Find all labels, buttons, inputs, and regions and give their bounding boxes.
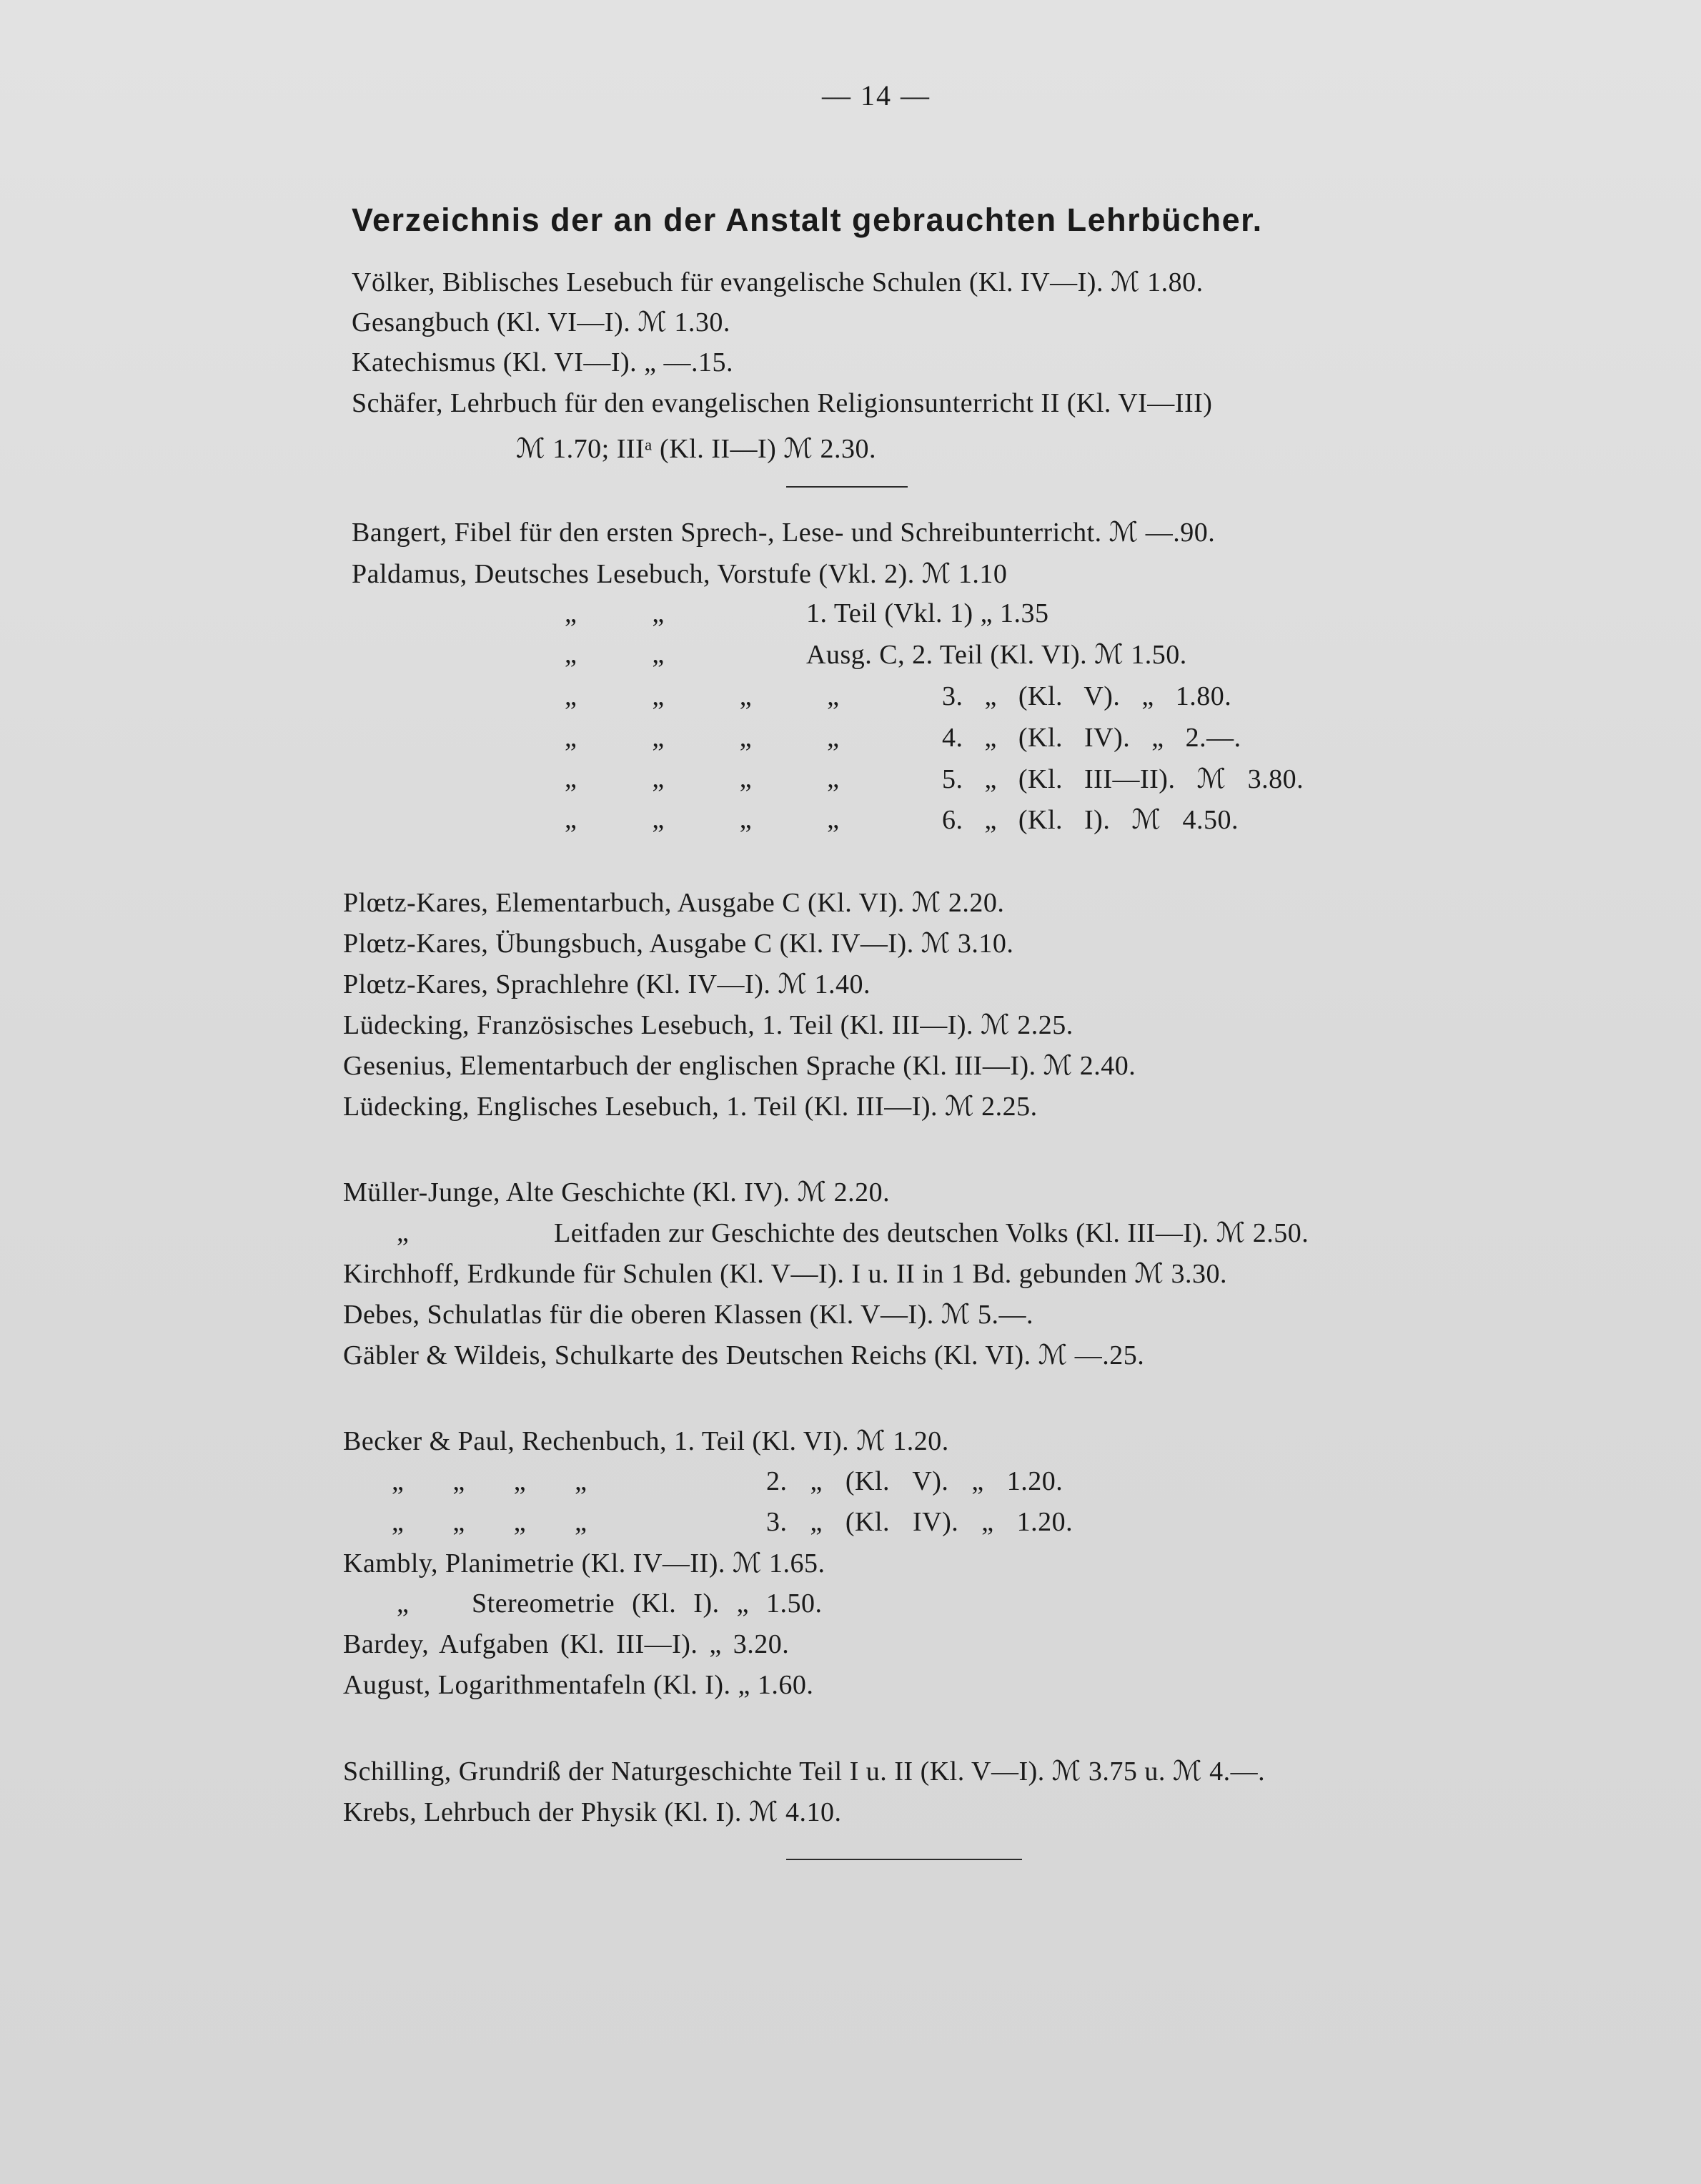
book-entry: 5. „ (Kl. III—II). ℳ 3.80.	[942, 764, 1304, 794]
page-title: Verzeichnis der an der Anstalt gebrauchten Lehrbücher.	[352, 202, 1263, 238]
ditto-marks: „ „ „ „	[565, 764, 840, 794]
book-entry: Becker & Paul, Rechenbuch, 1. Teil (Kl. VI). ℳ 1.20.	[343, 1426, 949, 1456]
book-entry: Plœtz-Kares, Elementarbuch, Ausgabe C (Kl. VI). ℳ 2.20.	[343, 888, 1005, 918]
book-entry: Kirchhoff, Erdkunde für Schulen (Kl. V—I). I u. II in 1 Bd. gebunden ℳ 3.30.	[343, 1259, 1228, 1289]
ditto-marks: „	[397, 1588, 410, 1619]
book-entry: 2. „ (Kl. V). „ 1.20.	[766, 1466, 1063, 1496]
book-entry: Bangert, Fibel für den ersten Sprech-, Lese- und Schreibunterricht. ℳ —.90.	[352, 518, 1216, 548]
book-entry: Ausg. C, 2. Teil (Kl. VI). ℳ 1.50.	[806, 640, 1187, 670]
book-entry: 6. „ (Kl. I). ℳ 4.50.	[942, 805, 1239, 835]
ditto-marks: „ „ „ „	[565, 723, 840, 753]
book-entry: Stereometrie (Kl. I). „ 1.50.	[472, 1588, 823, 1619]
book-entry: Paldamus, Deutsches Lesebuch, Vorstufe (Vkl. 2). ℳ 1.10	[352, 559, 1008, 589]
book-entry: Völker, Biblisches Lesebuch für evangelische Schulen (Kl. IV—I). ℳ 1.80.	[352, 267, 1204, 297]
book-entry-continuation: ℳ 1.70; IIIᵃ (Kl. II—I) ℳ 2.30.	[516, 434, 876, 464]
book-entry: Plœtz-Kares, Übungsbuch, Ausgabe C (Kl. IV—I). ℳ 3.10.	[343, 929, 1014, 959]
book-entry: Katechismus (Kl. VI—I). „ —.15.	[352, 347, 734, 377]
book-entry: Schäfer, Lehrbuch für den evangelischen Religionsunterricht II (Kl. VI—III)	[352, 388, 1213, 418]
ditto-marks: „ „ „ „	[565, 804, 840, 834]
book-entry: Gesangbuch (Kl. VI—I). ℳ 1.30.	[352, 307, 730, 337]
ditto-marks: „ „ „ „	[392, 1507, 587, 1537]
book-entry: Krebs, Lehrbuch der Physik (Kl. I). ℳ 4.10.	[343, 1797, 842, 1827]
book-entry: Lüdecking, Französisches Lesebuch, 1. Teil (Kl. III—I). ℳ 2.25.	[343, 1010, 1073, 1040]
end-rule	[786, 1859, 1022, 1860]
book-entry: Lüdecking, Englisches Lesebuch, 1. Teil (Kl. III—I). ℳ 2.25.	[343, 1092, 1038, 1122]
book-entry: 1. Teil (Vkl. 1) „ 1.35	[806, 598, 1049, 628]
book-entry: 3. „ (Kl. IV). „ 1.20.	[766, 1507, 1073, 1537]
book-entry: Kambly, Planimetrie (Kl. IV—II). ℳ 1.65.	[343, 1548, 825, 1578]
section-divider	[786, 486, 908, 488]
book-entry: August, Logarithmentafeln (Kl. I). „ 1.60.	[343, 1670, 814, 1700]
book-entry: Schilling, Grundriß der Naturgeschichte Teil I u. II (Kl. V—I). ℳ 3.75 u. ℳ 4.—.	[343, 1756, 1266, 1787]
page-number: — 14 —	[822, 79, 931, 112]
book-entry: Debes, Schulatlas für die oberen Klassen (Kl. V—I). ℳ 5.—.	[343, 1300, 1033, 1330]
book-entry: Bardey, Aufgaben (Kl. III—I). „ 3.20.	[343, 1629, 790, 1659]
book-entry: Leitfaden zur Geschichte des deutschen Volks (Kl. III—I). ℳ 2.50.	[554, 1218, 1309, 1248]
ditto-marks: „ „ „ „	[565, 681, 840, 711]
book-entry: 4. „ (Kl. IV). „ 2.—.	[942, 723, 1241, 753]
book-entry: Müller-Junge, Alte Geschichte (Kl. IV). ℳ 2.20.	[343, 1177, 891, 1207]
book-entry: 3. „ (Kl. V). „ 1.80.	[942, 681, 1232, 711]
book-entry: Gäbler & Wildeis, Schulkarte des Deutschen Reichs (Kl. VI). ℳ —.25.	[343, 1340, 1145, 1370]
ditto-marks: „ „	[565, 639, 665, 669]
book-entry: Gesenius, Elementarbuch der englischen Sprache (Kl. III—I). ℳ 2.40.	[343, 1051, 1136, 1081]
ditto-marks: „ „	[565, 598, 665, 628]
book-entry: Plœtz-Kares, Sprachlehre (Kl. IV—I). ℳ 1.40.	[343, 969, 871, 999]
ditto-marks: „	[397, 1217, 410, 1247]
ditto-marks: „ „ „ „	[392, 1466, 587, 1496]
